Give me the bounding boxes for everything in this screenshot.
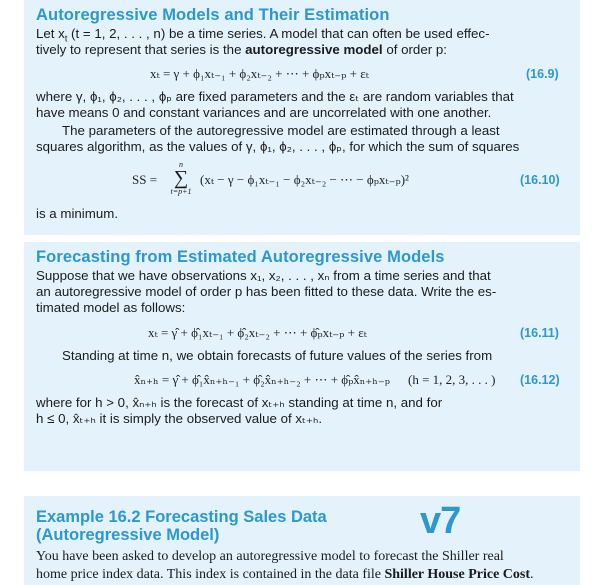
equation-number: (16.10) — [520, 173, 560, 187]
intro-line-2: tively to represent that series is the autoregressive model of order p: — [36, 42, 447, 57]
where-line-2: have means 0 and constant variances and are uncorrelated with one another. — [36, 105, 492, 120]
section-heading: Autoregressive Models and Their Estimation — [36, 6, 390, 24]
where-line-1: where γ, ϕ₁, ϕ₂, . . . , ϕₚ are fixed parameters and the εₜ are random variables that — [36, 89, 514, 104]
example-line-1: You have been asked to develop an autoregressive model to forecast the Shiller real — [36, 549, 504, 564]
equation-16-9: xₜ = γ + ϕ₁xₜ₋₁ + ϕ₂xₜ₋₂ + ⋯ + ϕₚxₜ₋ₚ + εₜ — [150, 66, 369, 81]
body-line-2: an autoregressive model of order p has been fitted to these data. Write the es- — [36, 284, 497, 299]
para-line-2: squares algorithm, as the values of γ, ϕ₁, ϕ₂, . . . , ϕₚ, for which the sum of squares — [36, 139, 520, 154]
body-line-3: timated model as follows: — [36, 300, 186, 315]
equation-number: (16.11) — [520, 326, 559, 340]
sigma-icon: ∑ — [173, 167, 189, 189]
example-title: Example 16.2 Forecasting Sales Data (Autoregressive Model) — [36, 508, 327, 544]
equation-16-11: xₜ = γ̂ + ϕ̂₁xₜ₋₁ + ϕ̂₂xₜ₋₂ + ⋯ + ϕ̂ₚxₜ₋ₚ + εₜ — [148, 325, 367, 340]
equation-16-12: x̂ₙ₊ₕ = γ̂ + ϕ̂₁x̂ₙ₊ₕ₋₁ + ϕ̂₂x̂ₙ₊ₕ₋₂ + ⋯ + ϕ̂ₚx̂ₙ₊ₕ₋ₚ — [134, 372, 390, 387]
closing-text: is a minimum. — [36, 206, 119, 221]
example-box — [24, 496, 580, 585]
section-heading: Forecasting from Estimated Autoregressive Models — [36, 248, 445, 266]
equation-number: (16.12) — [520, 373, 560, 387]
example-line-2: home price index data. This index is contained in the data file Shiller House Price Cost. — [36, 567, 534, 582]
body-line-4: Standing at time n, we obtain forecasts of future values of the series from — [62, 348, 493, 363]
equation-16-10: (xₜ − γ − ϕ₁xₜ₋₁ − ϕ₂xₜ₋₂ − ⋯ − ϕₚxₜ₋ₚ)² — [200, 172, 409, 187]
equation-condition: (h = 1, 2, 3, . . . ) — [408, 372, 496, 387]
body-line-1: Suppose that we have observations x₁, x₂, . . . , xₙ from a time series and that — [36, 268, 491, 283]
autoregressive-models-box — [24, 0, 580, 235]
body-line-6: h ≤ 0, x̂ₜ₊ₕ it is simply the observed value of xₜ₊ₕ. — [36, 411, 323, 426]
sum-symbol: n ∑ t=p+1 — [164, 160, 198, 196]
body-line-5: where for h > 0, x̂ₙ₊ₕ is the forecast of xₜ₊ₕ standing at time n, and for — [36, 395, 443, 410]
version-badge: v7 — [420, 500, 461, 542]
forecasting-box — [24, 242, 580, 471]
equation-number: (16.9) — [526, 67, 559, 81]
para-line-1: The parameters of the autoregressive model are estimated through a least — [62, 123, 500, 138]
equation-lhs: SS = — [132, 172, 158, 187]
intro-line-1: Let $x_t$ (t = 1, 2, . . . , n) be a time series. A model that can often be used effec- — [36, 26, 490, 44]
